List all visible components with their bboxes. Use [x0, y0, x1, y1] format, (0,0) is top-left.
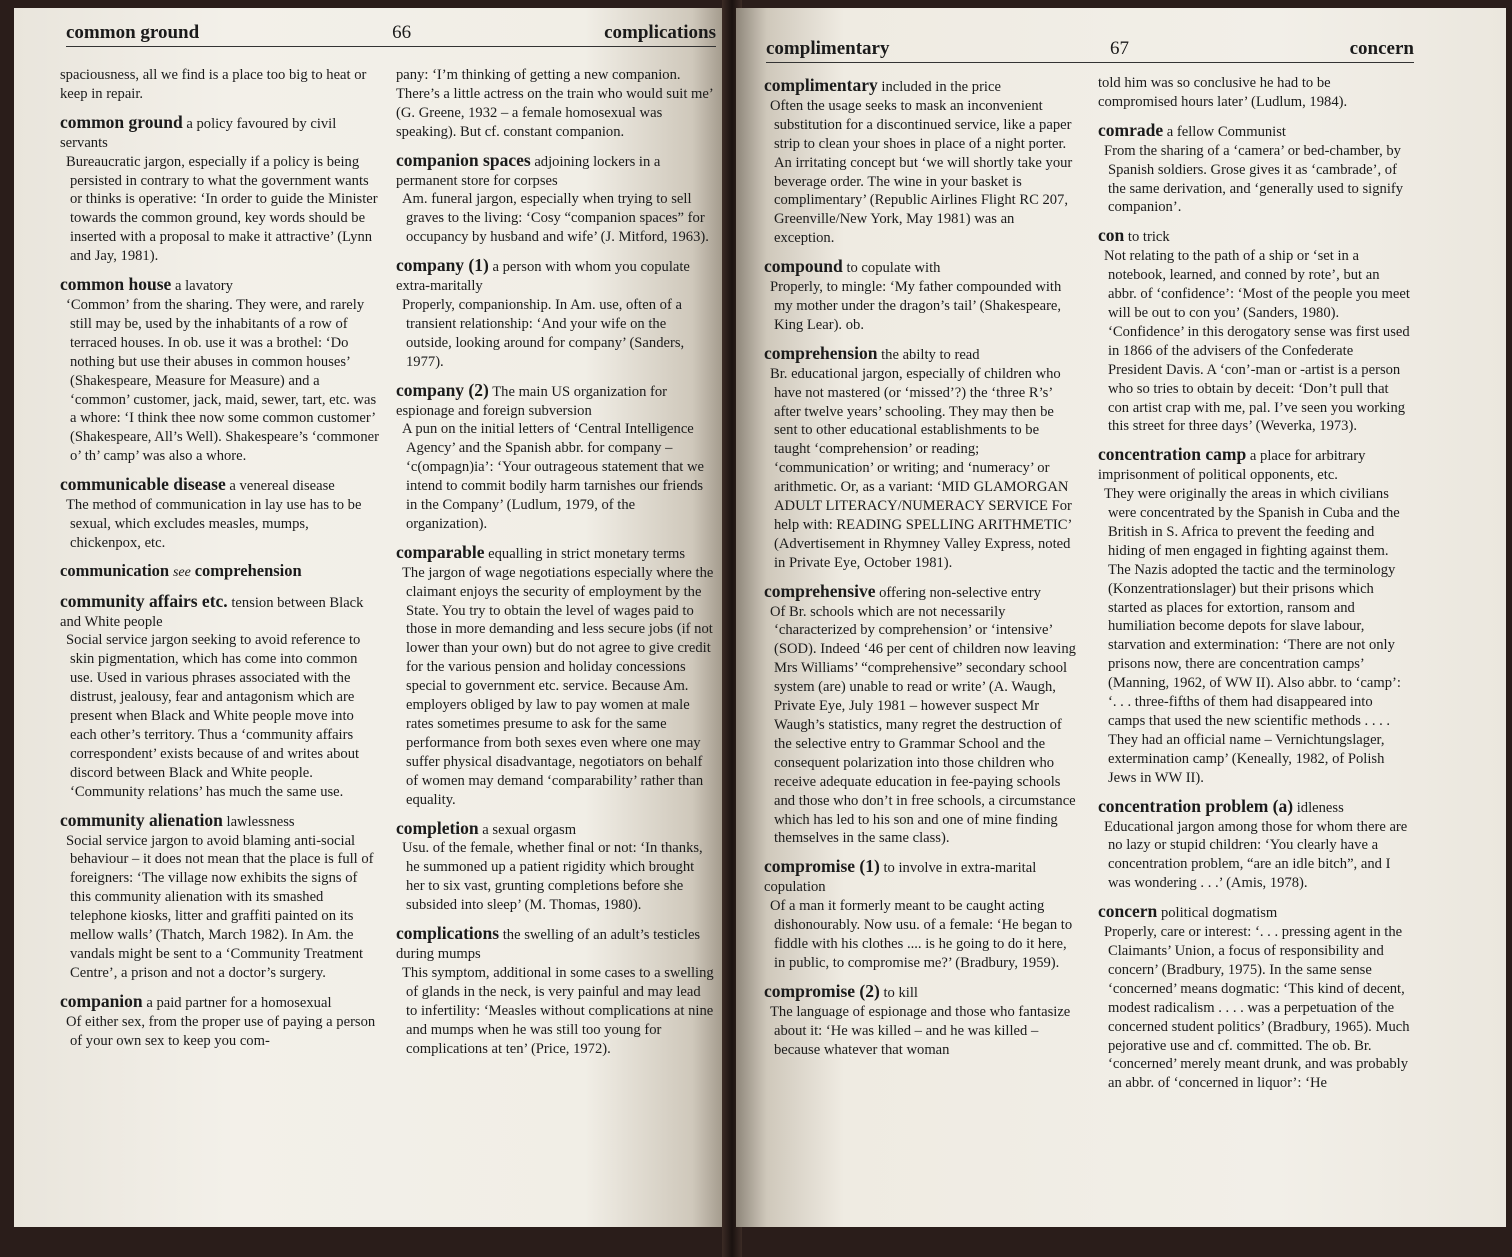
entry-body-text: Educational jargon among those for whom there are no lazy or stupid children: ‘You clearly have a concentration problem, “are an idle bitch”, and I was wondering . . .’ (Amis, 1978). — [1104, 818, 1408, 892]
header-left-guideword: complimentary — [766, 38, 890, 59]
entry-definition: a sexual orgasm — [482, 821, 577, 838]
entry-headword: comprehensive — [764, 580, 876, 601]
dictionary-entry — [60, 475, 382, 553]
left-page — [14, 8, 728, 1227]
entry-definition: a person with whom you copulate extra-maritally — [396, 259, 690, 295]
right-page — [736, 8, 1506, 1227]
entry-body-text: Br. educational jargon, especially of children who have not mastered (or ‘missed’?) the ‘three R’s’ after twelve years’ schooling. They may then be sent to other educational establishments to be taught ‘comprehension’ or reading; ‘communication’ or writing; and ‘numeracy’ or arithmetic. Or, as a variant: ‘MID GLAMORGAN ADULT LITERACY/NUMERACY SERVICE For help with: READING SPELLING ARITHMETIC’ (Advertisement in Rhymney Valley Express, noted in Private Eye, October 1981). — [770, 365, 1072, 571]
dictionary-entry — [396, 543, 714, 810]
dictionary-entry — [764, 344, 1076, 573]
dictionary-entry — [1098, 226, 1410, 436]
entry-definition: a place for arbitrary imprisonment of political opponents, etc. — [1098, 448, 1366, 484]
dictionary-entry — [60, 562, 382, 583]
entry-definition: adjoining lockers in a permanent store for corpses — [396, 153, 661, 189]
dictionary-entry — [396, 66, 714, 142]
entry-body-text: Usu. of the female, whether final or not: ‘In thanks, he summoned up a patient rigidity which brought her to six vast, grunting completions before she subsided into sleep’ (M. Thomas, 1980). — [402, 840, 703, 914]
entry-definition: lawlessness — [226, 813, 295, 830]
dictionary-entry — [1098, 121, 1410, 218]
entry-body-text: Bureaucratic jargon, especially if a policy is being persisted in contrary to what the government wants or thinks is operative: ‘In order to guide the Minister towards the common ground, key words should be inserted with a proposal to make it attractive’ (Lynn and Jay, 1981). — [66, 153, 378, 265]
entry-body-text: Properly, to mingle: ‘My father compounded with my mother under the dragon’s tail’ (Shakespeare, King Lear). ob. — [770, 279, 1062, 333]
entry-definition: to involve in extra-marital copulation — [764, 860, 1037, 896]
dictionary-entry — [60, 992, 382, 1051]
dictionary-entry — [1098, 445, 1410, 787]
entry-definition: tension between Black and White people — [60, 594, 364, 630]
dictionary-entry — [1098, 797, 1410, 894]
entry-body-text: Not relating to the path of a ship or ‘set in a notebook, learned, and conned by rote’, but an abbr. of ‘confidence’: ‘Most of the people you meet will be out to con you’ (Sanders, 1980). ‘Confidence’ in this derogatory sense was first used in 1866 of the advisers of the Confederate President Davis. A ‘con’-man or -artist is a person who so tries to obtain by deceit: ‘Don’t pull that con artist crap with me, pal. I’ve seen you working this street for three days’ (Weverka, 1973). — [1104, 248, 1410, 435]
entry-headword: community alienation — [60, 809, 223, 830]
entry-body-text: pany: ‘I’m thinking of getting a new companion. There’s a little actress on the train who would suit me’ (G. Greene, 1932 – a female homosexual was speaking). But cf. constant companion. — [396, 67, 713, 140]
dictionary-entry — [60, 66, 382, 104]
see-reference-label: see — [172, 564, 191, 580]
entry-definition: a policy favoured by civil servants — [60, 115, 337, 151]
dictionary-entry — [764, 857, 1076, 972]
entry-definition: included in the price — [881, 79, 1001, 95]
left-page-header — [66, 22, 716, 47]
dictionary-entry — [764, 982, 1076, 1060]
entry-body-text: From the sharing of a ‘camera’ or bed-chamber, by Spanish soldiers. Grose gives it as ‘cambrade’, of the same derivation, and ‘generally used to signify companion’. — [1104, 142, 1404, 216]
right-page-column-2 — [1098, 74, 1410, 1102]
entry-body-text: Of Br. schools which are not necessarily ‘characterized by comprehension’ or ‘intensive’ (SOD). Indeed ‘46 per cent of children now leaving Mrs Williams’ “comprehensive” secondary school system (are) unable to read or write’ (A. Waugh, Private Eye, July 1981 – however suspect Mr Waugh’s statistics, many regret the destruction of the selective entry to Grammar School and the consequent polarization into those children who receive adequate education in fee-paying schools and those who don’t in free schools, a circumstance which has led to his son and one of mine finding themselves in the same class). — [770, 603, 1076, 847]
entry-body-text: Properly, care or interest: ‘. . . pressing agent in the Claimants’ Union, a focus of responsibility and concern’ (Bradbury, 1975). In the same sense ‘concerned’ means dogmatic: ‘This kind of decent, modest radicalism . . . . was a perpetuation of the concerned student politics’ (Bradbury, 1965). Much pejorative use and cf. committed. The ob. Br. ‘concerned’ merely meant drunk, and was probably an abbr. of ‘concerned in liquor’: ‘He — [1104, 924, 1410, 1092]
entry-definition: to trick — [1127, 229, 1170, 246]
dictionary-entry — [60, 275, 382, 466]
dictionary-entry — [764, 582, 1076, 849]
entry-body-text: Often the usage seeks to mask an inconvenient substitution for a discontinued service, like a paper strip to clean your shoes in place of a night porter. An irritating concept but ‘we will shortly take your beverage order. The wine in your basket is complimentary’ (Republic Airlines Flight RC 207, Greenville/New York, May 1981) was an exception. — [770, 97, 1073, 247]
entry-body-text: The method of communication in lay use has to be sexual, which excludes measles, mumps, chickenpox, etc. — [66, 497, 362, 551]
entry-definition: a fellow Communist — [1166, 123, 1286, 140]
entry-headword: company (2) — [396, 379, 489, 400]
entry-body-text: The jargon of wage negotiations especially where the claimant enjoys the security of employment by the State. You try to obtain the level of wages paid to those in more demanding and less secure jobs (if not lower than your own) but do not agree to give credit for the various pension and holiday concessions special to government etc. service. Because Am. employers obliged by law to pay women at male rates sometimes presume to ask for the same performance from both sexes even where one may suffer physical disadvantage, negotiators on behalf of women may demand ‘comparability’ rather than equality. — [402, 564, 714, 808]
dictionary-entry — [60, 113, 382, 266]
header-left-guideword: common ground — [66, 22, 200, 43]
entry-headword: con — [1098, 225, 1125, 246]
dictionary-entry — [396, 819, 714, 916]
entry-body-text: Am. funeral jargon, especially when trying to sell graves to the living: ‘Cosy “companion spaces” for occupancy by husband and wife’ (J. Mitford, 1963). — [402, 191, 709, 246]
dictionary-entry — [764, 76, 1076, 248]
dictionary-entry — [1098, 902, 1410, 1093]
entry-headword: companion spaces — [396, 149, 531, 170]
entry-definition: idleness — [1296, 799, 1344, 816]
entry-definition: a venereal disease — [229, 478, 335, 495]
left-page-column-1 — [60, 66, 382, 1060]
entry-headword: communication — [60, 560, 170, 580]
entry-headword: communicable disease — [60, 474, 226, 495]
entry-headword: common ground — [60, 111, 183, 132]
entry-definition: the abilty to read — [881, 346, 980, 363]
entry-headword: concentration camp — [1098, 444, 1247, 465]
right-page-column-1 — [764, 76, 1076, 1068]
entry-definition: equalling in strict monetary terms — [488, 545, 686, 562]
entry-headword: compromise (2) — [764, 980, 880, 1001]
entry-body-text: The language of espionage and those who fantasize about it: ‘He was killed – and he was killed – because whatever that woman — [770, 1003, 1071, 1058]
entry-headword: compromise (1) — [764, 856, 880, 877]
entry-headword: company (1) — [396, 255, 489, 276]
entry-headword: compound — [764, 256, 843, 277]
entry-headword: community affairs etc. — [60, 590, 228, 611]
entry-body-text: Of either sex, from the proper use of paying a person of your own sex to keep you com- — [66, 1013, 376, 1049]
entry-headword: concentration problem (a) — [1098, 795, 1294, 816]
entry-body-text: ‘Common’ from the sharing. They were, and rarely still may be, used by the inhabitants of a row of terraced houses. In ob. use it was a brothel: ‘Do nothing but use their abuses in common houses’ (Shakespeare, Measure for Measure) and a ‘common’ customer, jack, maid, sewer, tart, etc. was a whore: ‘I think thee now some common customer’ (Shakespeare, All’s Well). Shakespeare’s ‘commoner o’ th’ camp’ was also a whore. — [66, 296, 379, 465]
entry-definition: to copulate with — [846, 260, 941, 277]
entry-body-text: Social service jargon seeking to avoid reference to skin pigmentation, which has come into common use. Used in various phrases associated with the distrust, jealousy, fear and antagonism which are present when Black and White people move into each other’s territory. Thus a ‘community affairs correspondent’ exists because of and writes about discord between Black and White people. ‘Community relations’ has much the same use. — [66, 632, 361, 800]
dictionary-entry — [60, 592, 382, 802]
dictionary-entry — [396, 151, 714, 248]
entry-headword: comprehension — [764, 342, 878, 363]
entry-definition: a paid partner for a homosexual — [146, 994, 332, 1011]
entry-headword: complimentary — [764, 75, 878, 95]
entry-body-text: Properly, companionship. In Am. use, often of a transient relationship: ‘And your wife on the outside, looking around for company’ (Sanders, 1977). — [402, 296, 685, 370]
entry-body-text: Of a man it formerly meant to be caught acting dishonourably. Now usu. of a female: ‘He began to fiddle with his clothes .... is he going to do it here, in public, to compromise me?’ (Bradbury, 1959). — [770, 898, 1073, 971]
dictionary-entry — [764, 257, 1076, 335]
entry-definition: the swelling of an adult’s testicles during mumps — [396, 927, 701, 962]
header-right-guideword: concern — [1349, 38, 1414, 59]
dictionary-entry — [396, 256, 714, 371]
entry-body-text: spaciousness, all we find is a place too big to heat or keep in repair. — [60, 67, 367, 102]
dictionary-entry — [396, 381, 714, 534]
entry-headword: completion — [396, 817, 479, 838]
entry-definition: to kill — [883, 984, 918, 1001]
cross-reference-target: comprehension — [194, 560, 302, 580]
dictionary-entry — [1098, 74, 1410, 112]
right-page-header — [766, 38, 1414, 63]
entry-headword: comparable — [396, 541, 485, 562]
left-page-column-2 — [396, 66, 714, 1067]
entry-headword: common house — [60, 274, 172, 295]
entry-headword: companion — [60, 990, 143, 1011]
entry-body-text: They were originally the areas in which civilians were concentrated by the Spanish in Cuba and the British in S. Africa to prevent the feeding and hiding of men engaged in fighting against them. The Nazis adopted the tactic and the terminology (Konzentrationslager) but their prisons which started as places for extortion, ransom and humiliation become depots for slave labour, starvation and extermination: ‘There are not only prisons now, there are concentration camps’ (Manning, 1962, of WW II). Also abbr. to ‘camp’: ‘. . . three-fifths of them had disappeared into camps that used the new scientific methods . . . . They had an official name – Vernichtungslager, extermination camp’ (Keneally, 1982, of Polish Jews in WW II). — [1104, 486, 1401, 786]
entry-body-text: This symptom, additional in some cases to a swelling of glands in the neck, is very painful and may lead to infertility: ‘Measles without complications at nine and mumps when he was still too young for complications at ten’ (Price, 1972). — [402, 964, 714, 1057]
entry-definition: The main US organization for espionage and foreign subversion — [396, 383, 668, 419]
header-right-guideword: complications — [604, 22, 716, 43]
page-number: 66 — [392, 22, 412, 43]
dictionary-entry — [396, 924, 714, 1058]
entry-body-text: told him was so conclusive he had to be compromised hours later’ (Ludlum, 1984). — [1098, 75, 1348, 110]
dictionary-entry — [60, 811, 382, 983]
page-number: 67 — [1110, 38, 1130, 59]
entry-definition: offering non-selective entry — [879, 584, 1041, 601]
entry-headword: comrade — [1098, 119, 1164, 140]
entry-headword: complications — [396, 923, 500, 944]
entry-definition: political dogmatism — [1160, 905, 1278, 922]
entry-definition: a lavatory — [174, 278, 233, 295]
entry-body-text: Social service jargon to avoid blaming anti-social behaviour – it does not mean that the place is full of foreigners: ‘The village now exhibits the signs of this community alienation with its smashed telephone kiosks, litter and graffiti painted on its mellow walls’ (Thatch, March 1982). In Am. the vandals might be sent to a ‘Community Treatment Centre’, a prison and not a doctor’s surgery. — [66, 832, 374, 981]
entry-body-text: A pun on the initial letters of ‘Central Intelligence Agency’ and the Spanish abbr. for company – ‘c(ompagn)ia’: ‘Your outrageous statement that we intend to commit bodily harm tarnishes our friends in the Company’ (Ludlum, 1979, of the organization). — [402, 421, 705, 532]
entry-headword: concern — [1098, 901, 1158, 922]
